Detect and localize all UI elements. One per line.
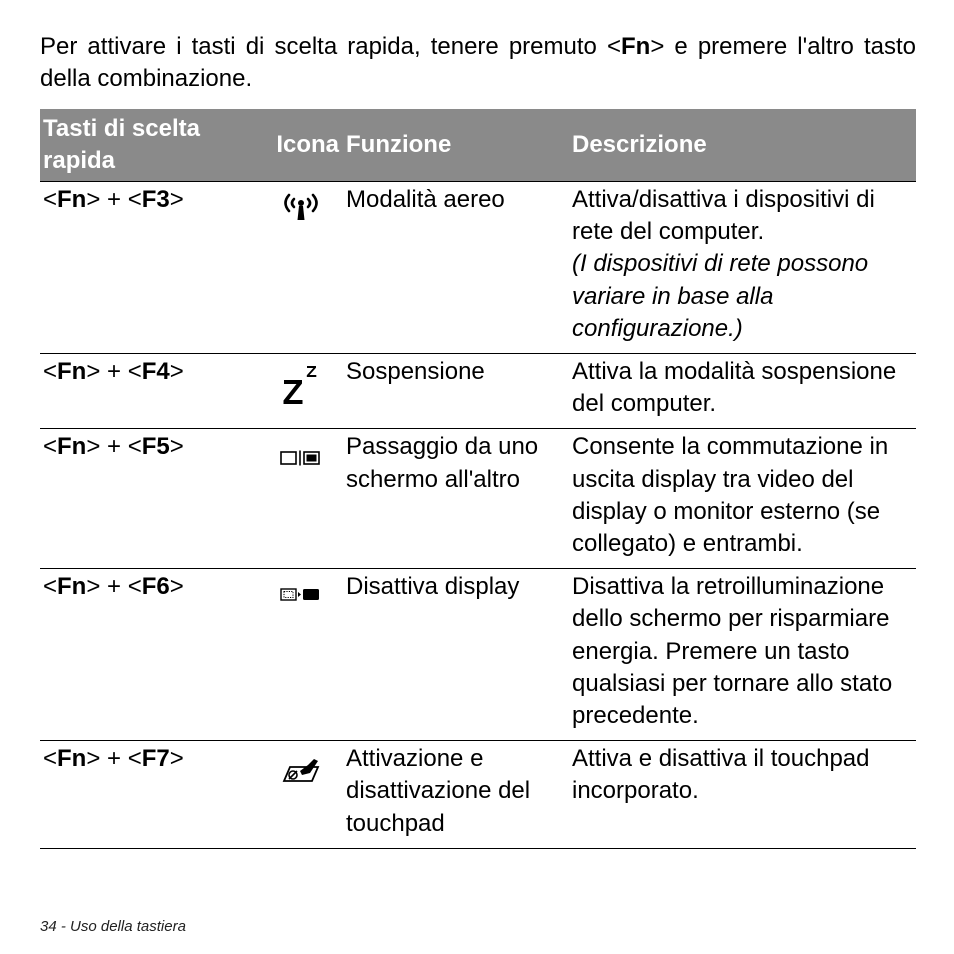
table-row [40,354,916,429]
display-switch-icon [278,449,324,467]
icon-cell [259,182,343,354]
function-cell: Attivazione e disattivazione del touchpad [343,741,569,849]
table-row [40,741,916,849]
function-cell: Modalità aereo [343,182,569,354]
key-2: F5 [141,433,170,461]
header-function: Funzione [343,109,569,182]
hotkey-cell: <Fn> + <F3> [40,182,259,354]
description-cell: Attiva e disattiva il touchpad incorporato. [569,741,916,849]
function-cell: Passaggio da uno schermo all'altro [343,429,569,569]
hotkey-cell: <Fn> + <F4> [40,354,259,429]
key-2: F4 [141,358,170,386]
table-row [40,569,916,741]
description-text: Attiva/disattiva i dispositivi di rete del computer. [572,186,875,246]
key-1: Fn [57,573,87,601]
description-cell: Attiva la modalità sospensione del computer. [569,354,916,429]
hotkey-cell: <Fn> + <F5> [40,429,259,569]
intro-text-after: > e premere l'altro tasto della combinazione. [40,33,916,92]
intro-key: Fn [620,33,651,60]
key-1: Fn [57,186,87,213]
key-1: Fn [57,745,87,773]
function-cell: Disattiva display [343,569,569,741]
header-hotkey: Tasti di scelta rapida [40,109,259,182]
intro-text-before: Per attivare i tasti di scelta rapida, tenere premuto < [40,33,621,60]
header-icon: Icona [259,109,343,182]
icon-cell [259,741,343,849]
key-2: F3 [141,186,170,213]
touchpad-toggle-icon [278,757,324,785]
description-cell [569,182,916,354]
intro-paragraph [40,31,916,95]
key-2: F7 [141,745,170,773]
key-1: Fn [57,433,87,461]
key-1: Fn [57,358,87,386]
sleep-icon [278,362,324,406]
icon-cell [259,429,343,569]
header-description: Descrizione [569,109,916,182]
description-cell: Disattiva la retroilluminazione dello schermo per risparmiare energia. Premere un tasto qualsiasi per tornare allo stato precedente. [569,569,916,741]
key-2: F6 [141,573,170,601]
table-row [40,182,916,354]
icon-cell [259,354,343,429]
icon-cell [259,569,343,741]
description-note: (I dispositivi di rete possono variare in base alla configurazione.) [572,250,869,342]
table-header-row [40,109,916,182]
hotkey-cell: <Fn> + <F7> [40,741,259,849]
description-cell: Consente la commutazione in uscita display tra video del display o monitor esterno (se collegato) e entrambi. [569,429,916,569]
table-row [40,429,916,569]
hotkey-cell: <Fn> + <F6> [40,569,259,741]
page-footer: 34 - Uso della tastiera [40,918,186,935]
hotkey-table [40,109,916,849]
function-cell: Sospensione [343,354,569,429]
display-off-icon [278,587,324,603]
airplane-mode-icon [278,190,324,222]
